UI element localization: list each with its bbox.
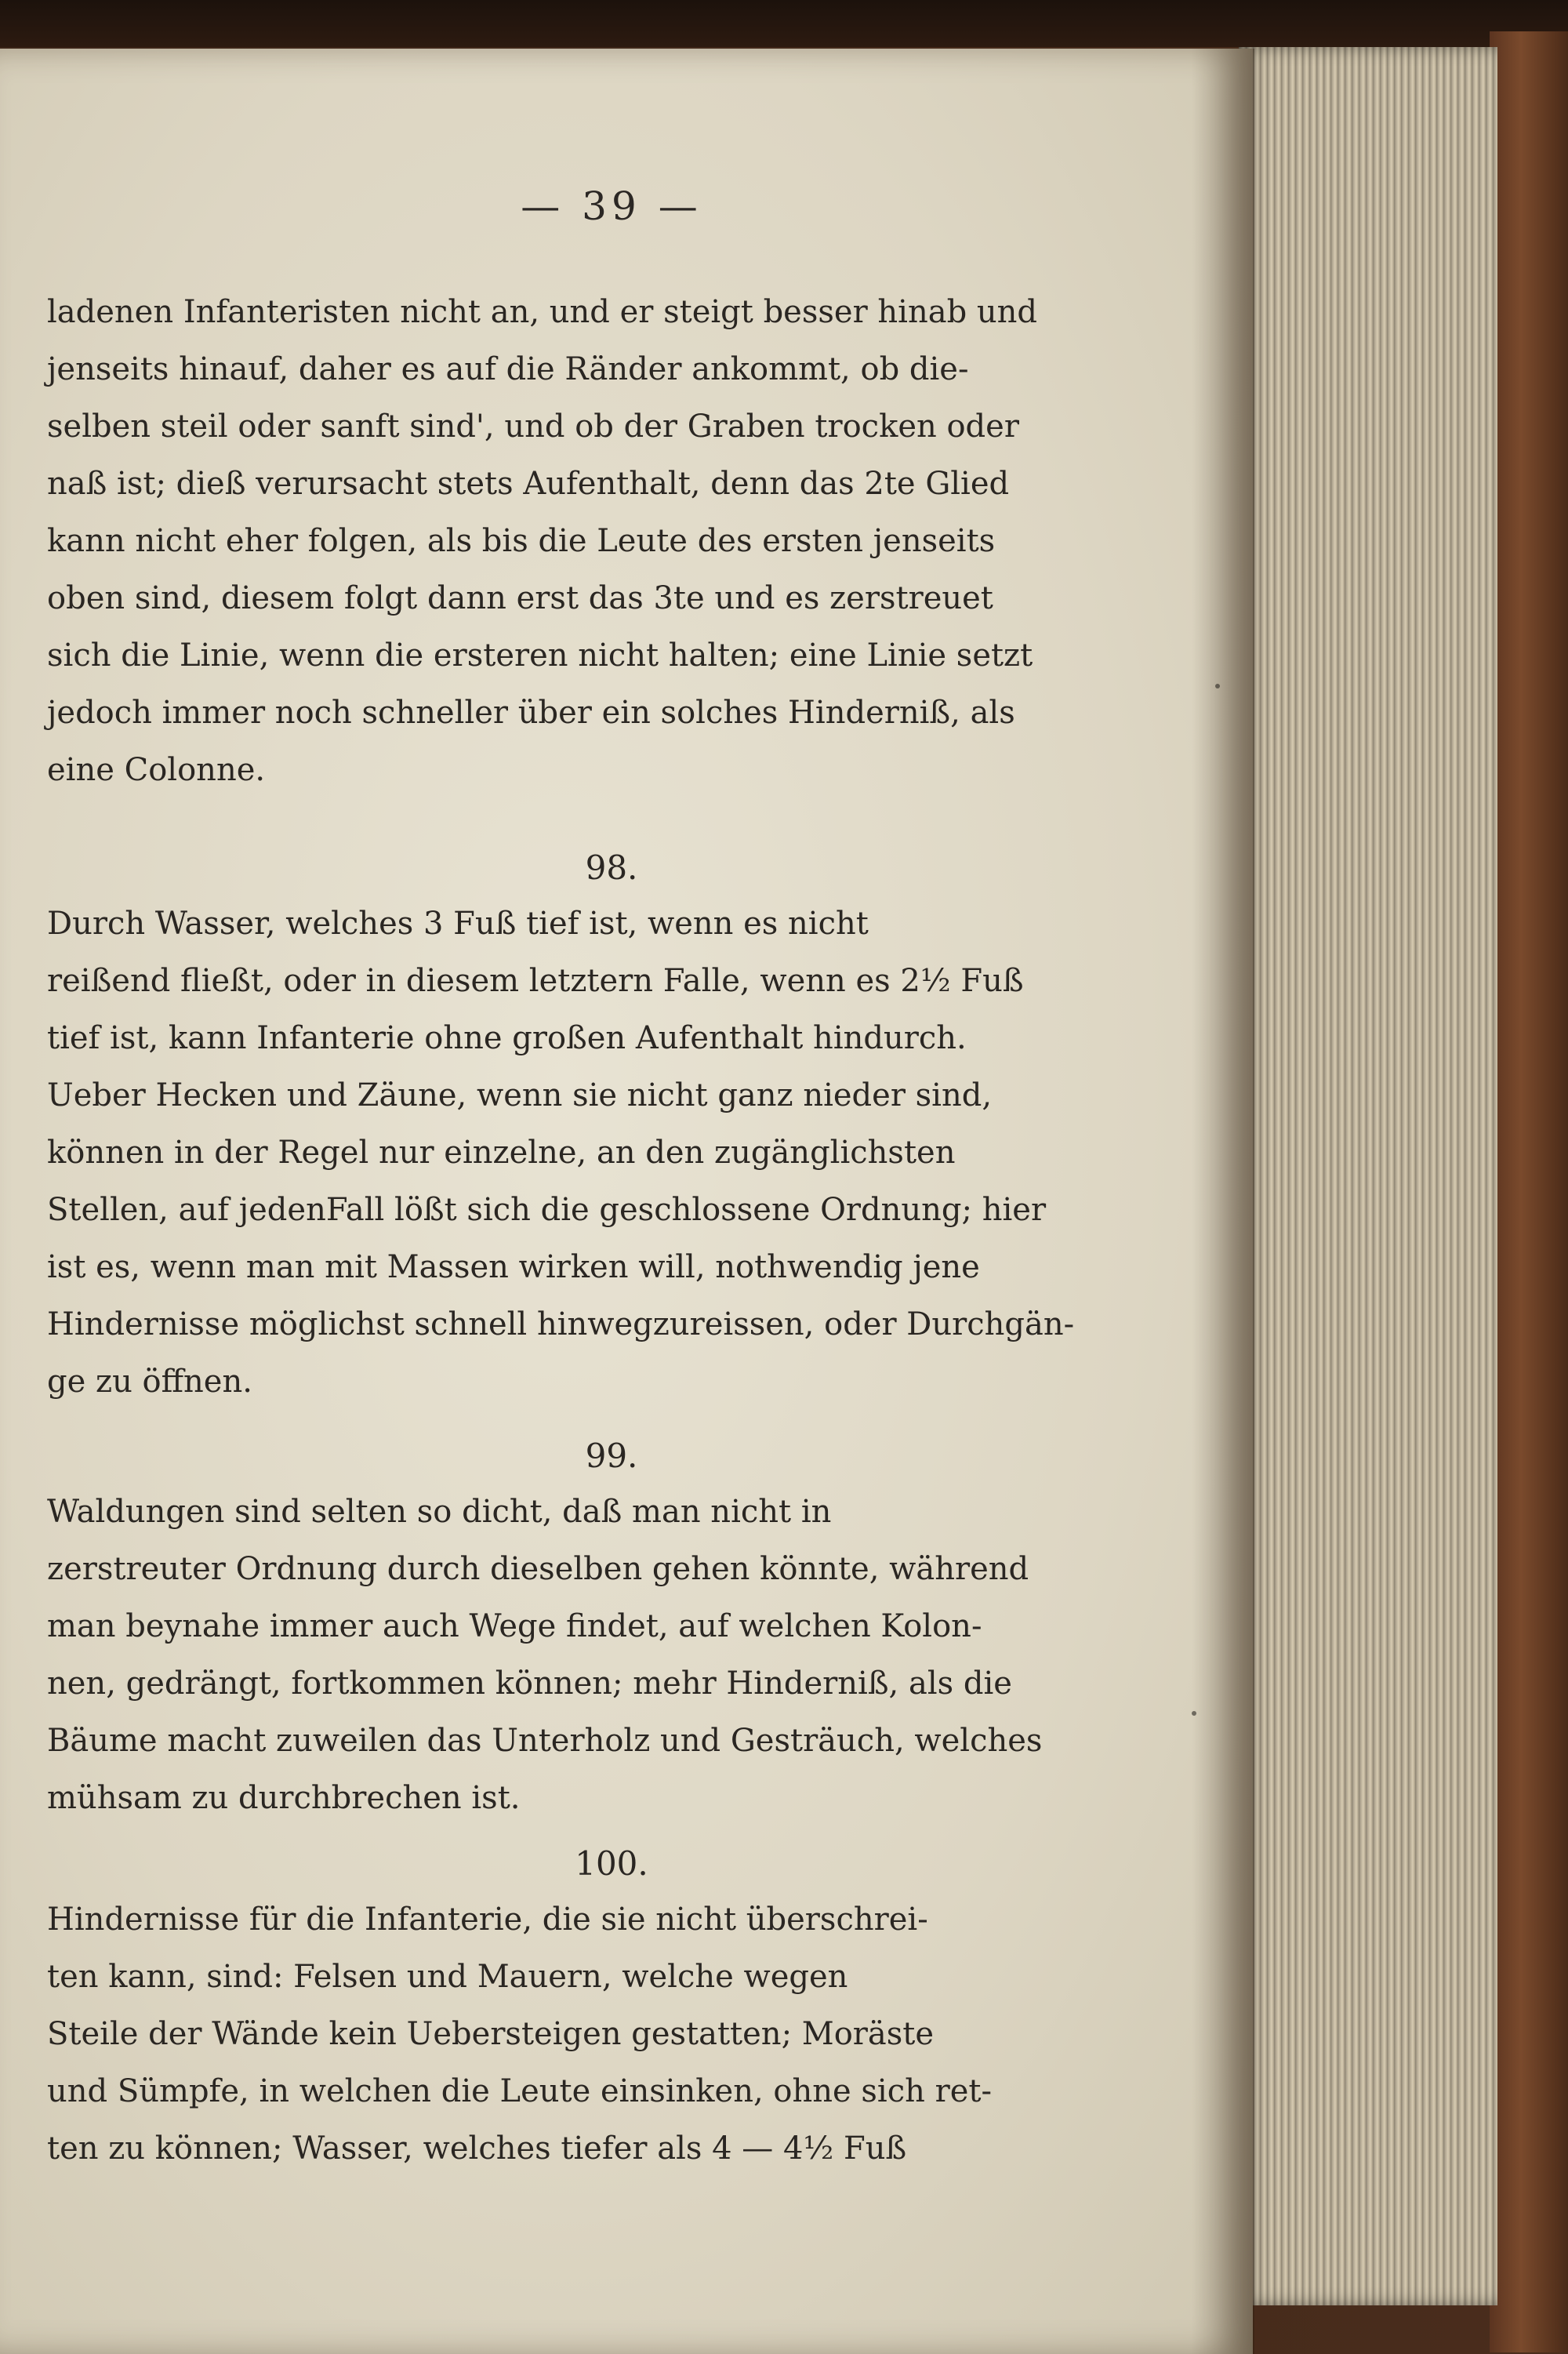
paragraph-98	[47, 895, 1129, 1411]
text-line: Hindernisse möglichst schnell hinwegzureissen, oder Durchgän-	[47, 1306, 1075, 1342]
text-line: Durch Wasser, welches 3 Fuß tief ist, wenn es nicht	[47, 906, 869, 942]
text-line: können in der Regel nur einzelne, an den zugänglichsten	[47, 1135, 956, 1171]
text-line: Stellen, auf jedenFall lößt sich die geschlossene Ordnung; hier	[47, 1192, 1047, 1228]
text-line: jedoch immer noch schneller über ein solches Hinderniß, als	[47, 695, 1015, 731]
text-line: Waldungen sind selten so dicht, daß man nicht in	[47, 1494, 832, 1530]
paper-speck	[1215, 684, 1220, 688]
scanner-top-edge	[0, 0, 1568, 47]
text-line: nen, gedrängt, fortkommen können; mehr Hinderniß, als die	[47, 1666, 1012, 1702]
text-line: naß ist; dieß verursacht stets Aufenthalt, denn das 2te Glied	[47, 466, 1010, 502]
text-line: oben sind, diesem folgt dann erst das 3te und es zerstreuet	[47, 580, 993, 616]
text-line: ten zu können; Wasser, welches tiefer als 4 — 4½ Fuß	[47, 2131, 907, 2167]
paper-speck	[1192, 1711, 1196, 1716]
page-fore-edge	[1239, 47, 1497, 2305]
paragraph-continued	[47, 284, 1129, 799]
text-line: Hindernisse für die Infanterie, die sie nicht überschrei-	[47, 1902, 928, 1938]
paragraph-99	[47, 1484, 1129, 1827]
text-line: Ueber Hecken und Zäune, wenn sie nicht ganz nieder sind,	[47, 1077, 993, 1113]
text-line: ge zu öffnen.	[47, 1364, 252, 1400]
text-line: sich die Linie, wenn die ersteren nicht halten; eine Linie setzt	[47, 638, 1033, 674]
section-number-99: 99.	[585, 1437, 638, 1475]
paragraph-100	[47, 1891, 1129, 2178]
text-line: tief ist, kann Infanterie ohne großen Aufenthalt hindurch.	[47, 1020, 967, 1056]
page-shadow	[1192, 49, 1254, 2354]
text-line: reißend fließt, oder in diesem letztern Falle, wenn es 2½ Fuß	[47, 963, 1024, 999]
text-line: eine Colonne.	[47, 752, 266, 788]
page-number-header: — 39 —	[521, 183, 702, 229]
book-cover-edge	[1490, 31, 1568, 2352]
book-page	[0, 49, 1253, 2354]
text-line: kann nicht eher folgen, als bis die Leute des ersten jenseits	[47, 523, 996, 559]
text-line: und Sümpfe, in welchen die Leute einsinken, ohne sich ret-	[47, 2073, 992, 2109]
text-line: selben steil oder sanft sind', und ob der Graben trocken oder	[47, 409, 1019, 445]
text-line: Steile der Wände kein Uebersteigen gestatten; Moräste	[47, 2016, 935, 2052]
text-line: ist es, wenn man mit Massen wirken will, nothwendig jene	[47, 1249, 980, 1285]
text-line: jenseits hinauf, daher es auf die Ränder ankommt, ob die-	[47, 351, 969, 387]
text-line: zerstreuter Ordnung durch dieselben gehen könnte, während	[47, 1551, 1029, 1587]
section-number-98: 98.	[585, 848, 638, 887]
text-line: ten kann, sind: Felsen und Mauern, welche wegen	[47, 1959, 848, 1995]
text-line: Bäume macht zuweilen das Unterholz und Gesträuch, welches	[47, 1723, 1043, 1759]
text-line: man beynahe immer auch Wege findet, auf welchen Kolon-	[47, 1608, 982, 1644]
text-line: mühsam zu durchbrechen ist.	[47, 1780, 521, 1816]
text-line: ladenen Infanteristen nicht an, und er steigt besser hinab und	[47, 294, 1038, 330]
section-number-100: 100.	[575, 1844, 648, 1883]
